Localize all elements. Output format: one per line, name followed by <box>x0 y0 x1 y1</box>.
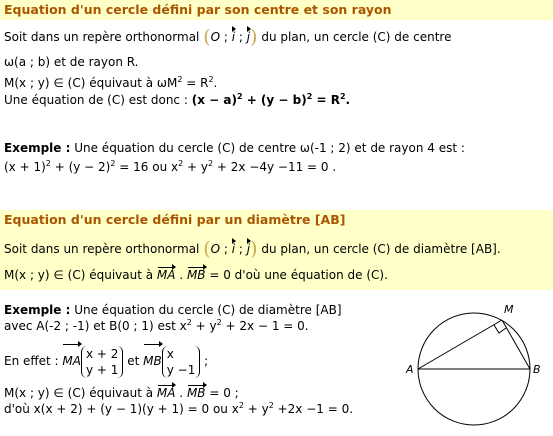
section2-heading: Equation d'un cercle défini par un diamètre [AB] <box>4 212 346 227</box>
example2-line1: Exemple : Une équation du cercle (C) de diamètre [AB] <box>4 303 342 317</box>
segment-am <box>418 320 502 369</box>
ma-vector: x + 2 y + 1 <box>81 346 123 378</box>
section1-heading: Equation d'un cercle défini par son centre et son rayon <box>4 2 392 17</box>
example1-line1: Exemple : Une équation du cercle (C) de centre ω(-1 ; 2) et de rayon 4 est : <box>4 141 465 155</box>
mb-vector: x y −1 <box>162 346 201 378</box>
example2-effet: En effet : MAx + 2 y + 1 et MBx y −1 ; <box>4 346 209 377</box>
label-m: M <box>504 303 514 316</box>
label-b: B <box>533 363 541 376</box>
right-angle-mark <box>494 325 506 333</box>
example1-equation: $(x + 1)^2 + (y - 2)^2 = 16$ ou $x^2 + y^2 + 2x -4y -11 = 0$ . <box>4 159 337 174</box>
example2-line2: avec A(-2 ; -1) et B(0 ; 1) est $x^2 + y^2 + 2x - 1 = 0$. <box>4 318 309 333</box>
section2-line2: M(x ; y) ∈ (C) équivaut à MA . MB = 0 d'où une équation de (C). <box>4 268 388 282</box>
example2-line5: d'où x(x + 2) + (y − 1)(y + 1) = 0 ou $x^2 + y^2 +2x -1 = 0$. <box>4 401 354 416</box>
section1-line2: ω(a ; b) et de rayon R. <box>4 55 139 69</box>
example2-line4: M(x ; y) ∈ (C) équivaut à MA . MB = 0 ; <box>4 386 239 400</box>
section1-line1: Soit dans un repère orthonormal (O ; i ; j) du plan, un cercle (C) de centre <box>4 26 452 48</box>
segment-mb <box>502 320 530 369</box>
section1-line3: M(x ; y) ∈ (C) équivaut à $\omega M^2 = R^2$. <box>4 75 218 90</box>
section1-line4: Une équation de (C) est donc : $(x - a)^2 + (y - b)^2 = R^2$. <box>4 92 351 107</box>
circle-figure <box>400 295 550 430</box>
label-a: A <box>406 363 414 376</box>
section2-line1: Soit dans un repère orthonormal (O ; i ; j) du plan, un cercle (C) de diamètre [AB]. <box>4 238 501 260</box>
